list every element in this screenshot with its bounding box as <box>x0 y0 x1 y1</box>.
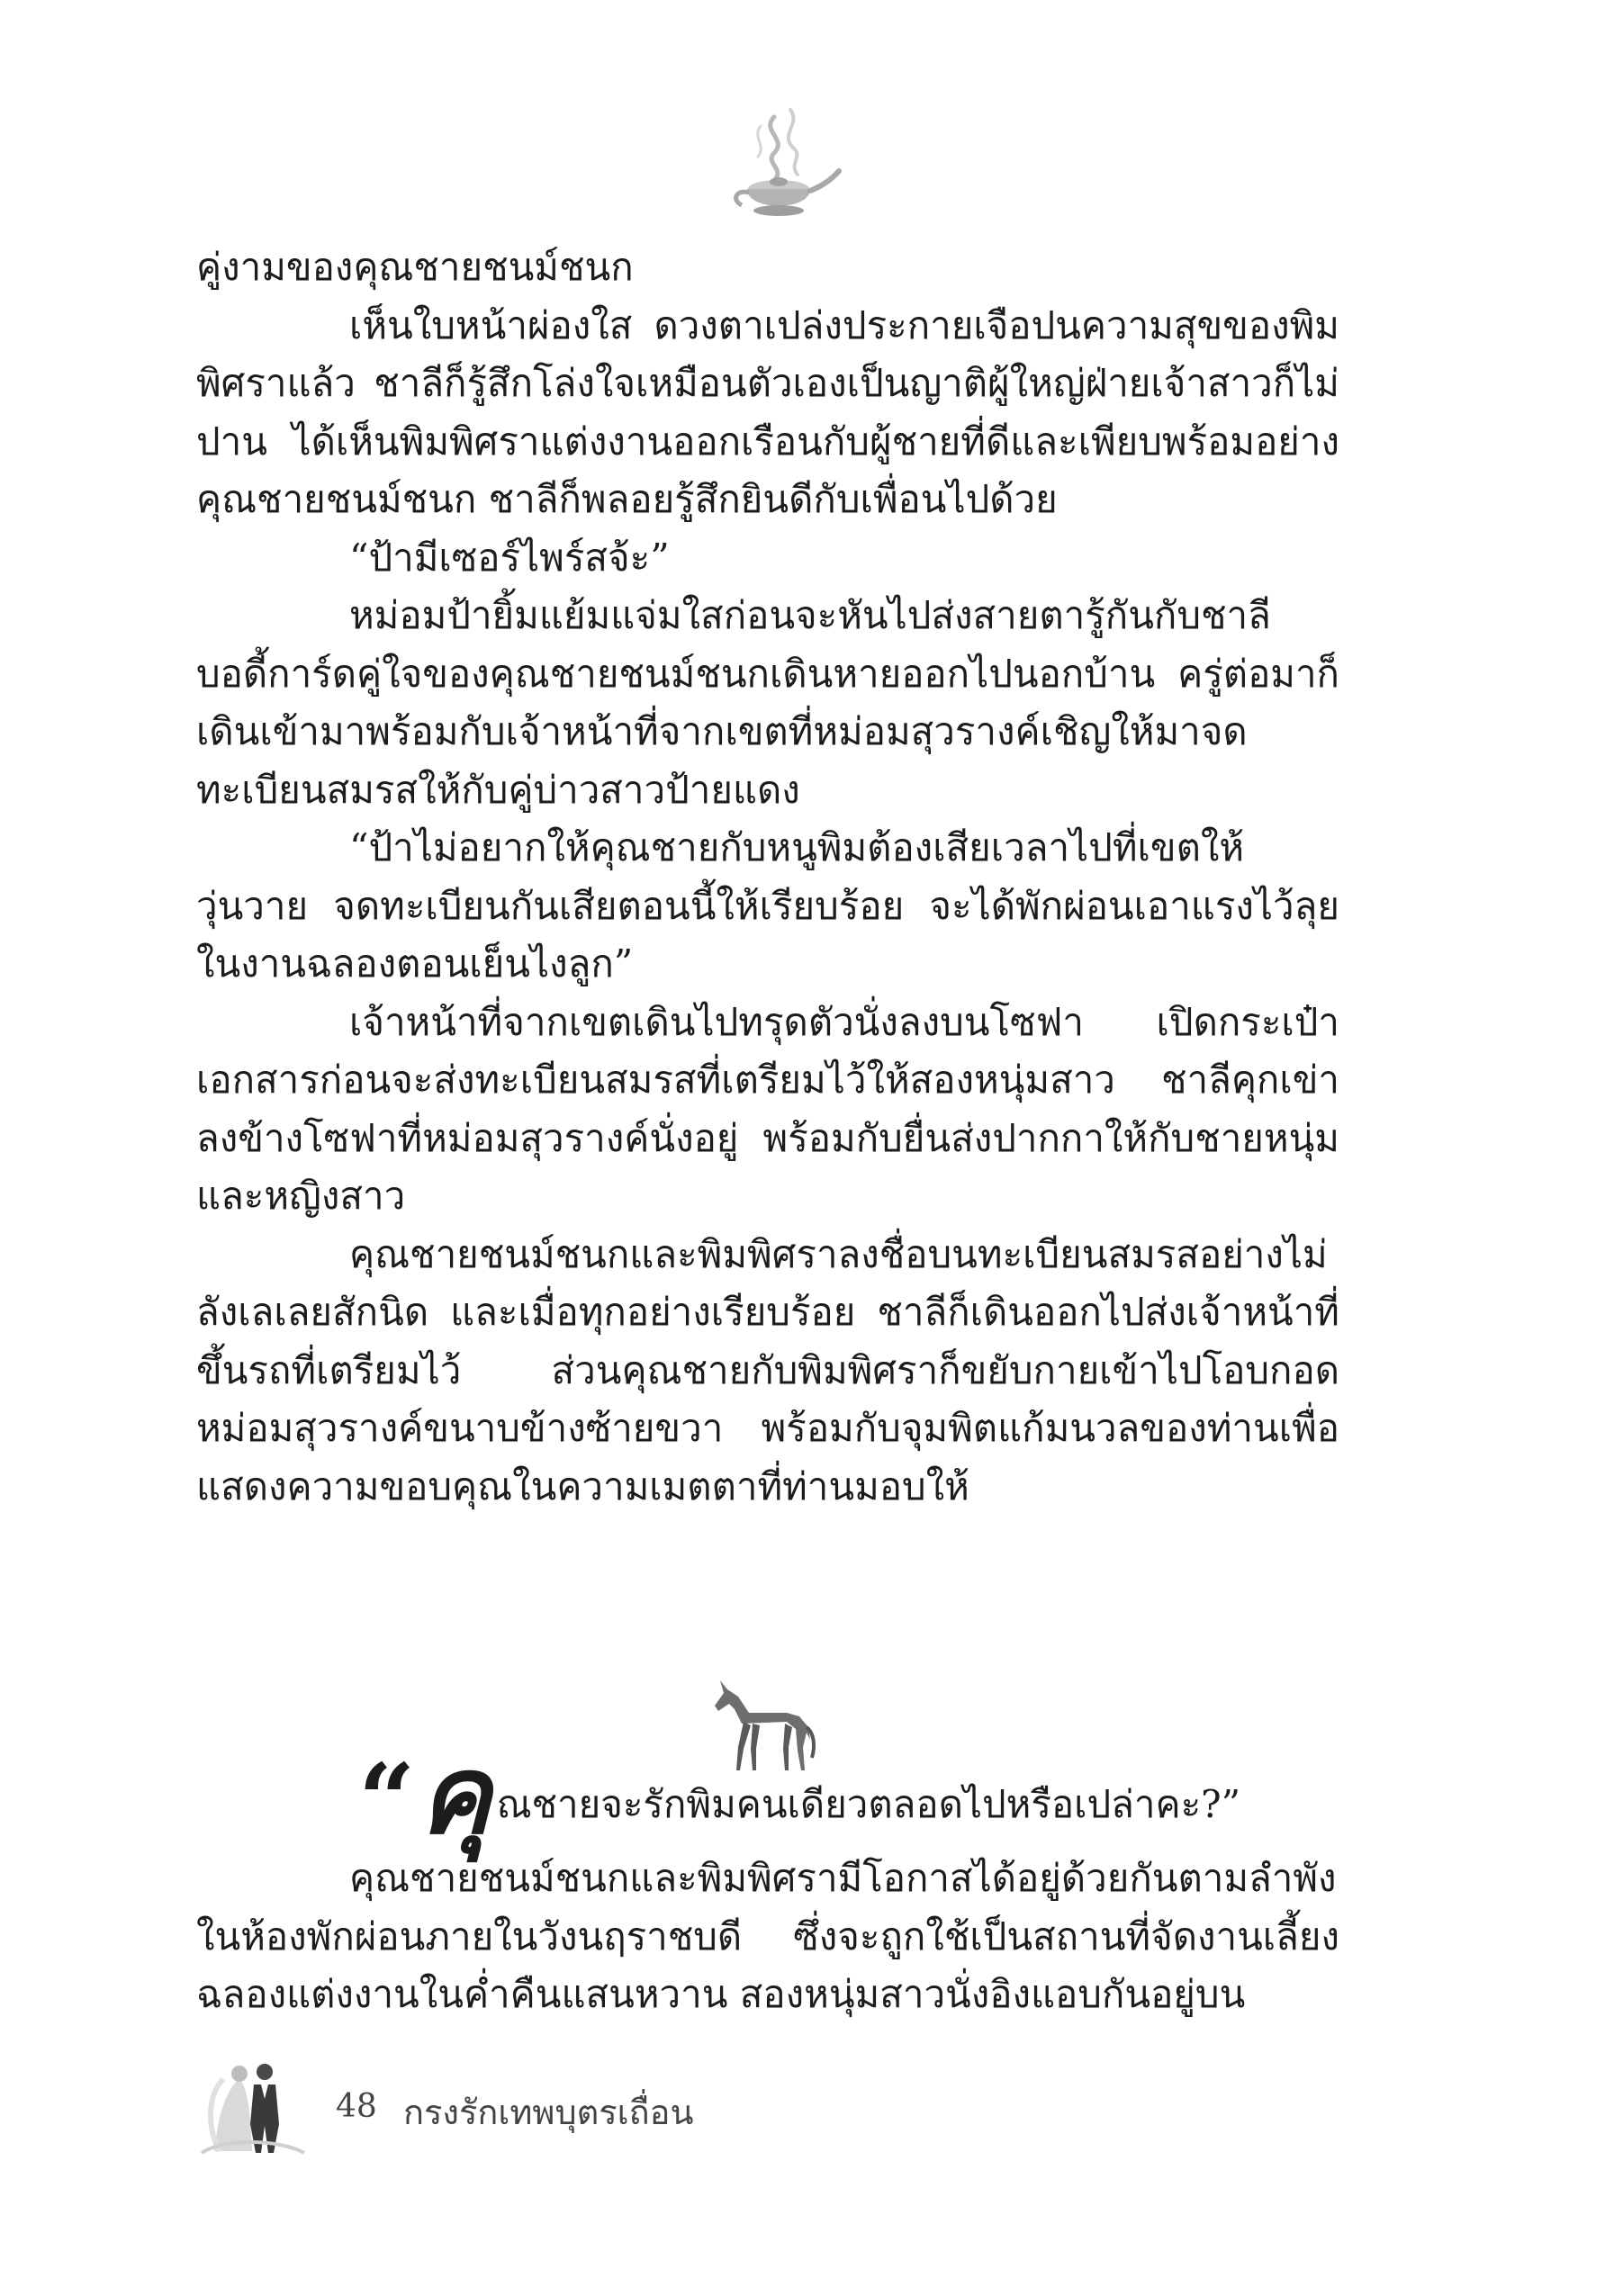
bride-groom-icon <box>196 2052 313 2160</box>
paragraph: คู่งามของคุณชายชนม์ชนก <box>196 245 634 289</box>
body-text <box>196 239 1339 1516</box>
open-quote-mark: “ <box>358 1742 416 1858</box>
drop-cap: คุ <box>419 1732 491 1859</box>
paragraph: “ป้าไม่อยากให้คุณชายกับหนูพิมต้องเสียเวลาไปที่เขตให้วุ่นวาย จดทะเบียนกันเสียตอนนี้ให้เรียบร้อย จะได้พักผ่อนเอาแรงไว้ลุยในงานฉลองตอนเย็นไงลูก” <box>196 825 1339 986</box>
opening-quote-text: ณชายจะรักพิมคนเดียวตลอดไปหรือเปล่าคะ?” <box>496 1781 1241 1826</box>
paragraph: หม่อมป้ายิ้มแย้มแจ่มใสก่อนจะหันไปส่งสายตารู้กันกับชาลีบอดี้การ์ดคู่ใจของคุณชายชนม์ชนกเดินหายออกไปนอกบ้าน ครู่ต่อมาก็เดินเข้ามาพร้อมกับเจ้าหน้าที่จากเขตที่หม่อมสุวรางค์เชิญให้มาจดทะเบียนสมรสให้กับคู่บ่าวสาวป้ายแดง <box>196 593 1339 812</box>
paragraph: เห็นใบหน้าผ่องใส ดวงตาเปล่งประกายเจือปนความสุขของพิมพิศราแล้ว ชาลีก็รู้สึกโล่งใจเหมือนตัวเองเป็นญาติผู้ใหญ่ฝ่ายเจ้าสาวก็ไม่ปาน ได้เห็นพิมพิศราแต่งงานออกเรือนกับผู้ชายที่ดีและเพียบพร้อมอย่างคุณชายชนม์ชนก ชาลีก็พลอยรู้สึกยินดีกับเพื่อนไปด้วย <box>196 302 1339 521</box>
chapter-opening <box>196 1732 1339 2024</box>
paragraph: เจ้าหน้าที่จากเขตเดินไปทรุดตัวนั่งลงบนโซฟา เปิดกระเป๋าเอกสารก่อนจะส่งทะเบียนสมรสที่เตรียมไว้ให้สองหนุ่มสาว ชาลีคุกเข่าลงข้างโซฟาที่หม่อมสุวรางค์นั่งอยู่ พร้อมกับยื่นส่งปากกาให้กับชายหนุ่มและหญิงสาว <box>196 999 1339 1218</box>
paragraph: คุณชายชนม์ชนกและพิมพิศรามีโอกาสได้อยู่ด้วยกันตามลำพังในห้องพักผ่อนภายในวังนฤราชบดี ซึ่งจะถูกใช้เป็นสถานที่จัดงานเลี้ยงฉลองแต่งงานในค่ำคืนแสนหวาน สองหนุ่มสาวนั่งอิงแอบกันอยู่บน <box>196 1856 1339 2016</box>
paragraph: คุณชายชนม์ชนกและพิมพิศราลงชื่อบนทะเบียนสมรสอย่างไม่ลังเลเลยสักนิด และเมื่อทุกอย่างเรียบร้อย ชาลีก็เดินออกไปส่งเจ้าหน้าที่ขึ้นรถที่เตรียมไว้ ส่วนคุณชายกับพิมพิศราก็ขยับกายเข้าไปโอบกอดหม่อมสุวรางค์ขนาบข้างซ้ายขวา พร้อมกับจุมพิตแก้มนวลของท่านเพื่อแสดงความขอบคุณในความเมตตาที่ท่านมอบให้ <box>196 1231 1339 1508</box>
book-title: กรงรักเทพบุตรเถื่อน <box>403 2093 694 2132</box>
page-number: 48 <box>336 2088 377 2125</box>
paragraph: “ป้ามีเซอร์ไพร์สจ้ะ” <box>349 535 670 580</box>
page-footer <box>196 2052 1096 2160</box>
teapot-ornament-icon <box>711 99 846 234</box>
opening-quote-line <box>196 1732 1339 1859</box>
